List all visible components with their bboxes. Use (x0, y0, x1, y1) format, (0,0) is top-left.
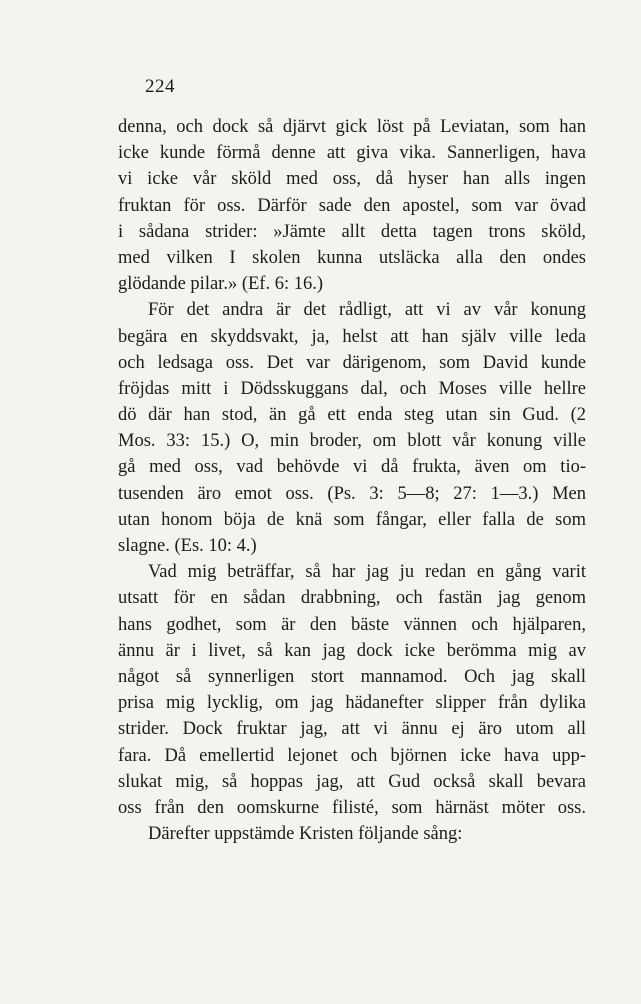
text-line: gå med oss, vad behövde vi då frukta, även om tio- (118, 457, 586, 478)
text-line: med vilken I skolen kunna utsläcka alla den ondes (118, 247, 586, 268)
text-line: fruktan för oss. Därför sade den apostel, som var övad (118, 195, 586, 216)
text-line: hans godhet, som är den bäste vännen och hjälparen, (118, 614, 586, 635)
text-line: begära en skyddsvakt, ja, helst att han själv ville leda (118, 326, 586, 347)
text-line: ännu är i livet, så kan jag dock icke berömma mig av (118, 640, 586, 661)
text-line: slukat mig, så hoppas jag, att Gud också skall bevara (118, 771, 586, 792)
text-line: prisa mig lycklig, om jag hädanefter slipper från dylika (118, 693, 586, 714)
text-line: i sådana strider: »Jämte allt detta tagen trons sköld, (118, 221, 586, 242)
text-line: något så synnerligen stort mannamod. Och jag skall (118, 666, 586, 687)
body-text (118, 114, 586, 847)
text-line: utan honom böja de knä som fångar, eller falla de som (118, 509, 586, 530)
text-line: Vad mig beträffar, så har jag ju redan en gång varit (148, 562, 586, 583)
text-line: och ledsaga oss. Det var därigenom, som David kunde (118, 352, 586, 373)
text-line: Därefter uppstämde Kristen följande sång: (148, 824, 463, 845)
text-line: utsatt för en sådan drabbning, och fastän jag genom (118, 588, 586, 609)
text-line: strider. Dock fruktar jag, att vi ännu ej äro utom all (118, 719, 586, 740)
text-line: fara. Då emellertid lejonet och björnen icke hava upp- (118, 745, 586, 766)
page-number: 224 (145, 76, 175, 97)
text-line: denna, och dock så djärvt gick löst på Leviatan, som han (118, 117, 586, 137)
text-line: slagne. (Es. 10: 4.) (118, 536, 257, 556)
text-line: För det andra är det rådligt, att vi av vår konung (148, 300, 586, 321)
text-line: Mos. 33: 15.) O, min broder, om blott vår konung ville (118, 431, 586, 452)
text-line: fröjdas mitt i Dödsskuggans dal, och Moses ville hellre (118, 378, 586, 399)
text-line: dö där han stod, än gå ett enda steg utan sin Gud. (2 (118, 405, 586, 426)
text-line: glödande pilar.» (Ef. 6: 16.) (118, 274, 323, 295)
text-line: oss från den oomskurne filisté, som härnäst möter oss. (118, 797, 586, 818)
text-line: icke kunde förmå denne att giva vika. Sannerligen, hava (118, 143, 586, 164)
text-line: tusenden äro emot oss. (Ps. 3: 5—8; 27: 1—3.) Men (118, 483, 586, 504)
text-line: vi icke vår sköld med oss, då hyser han alls ingen (118, 169, 586, 190)
